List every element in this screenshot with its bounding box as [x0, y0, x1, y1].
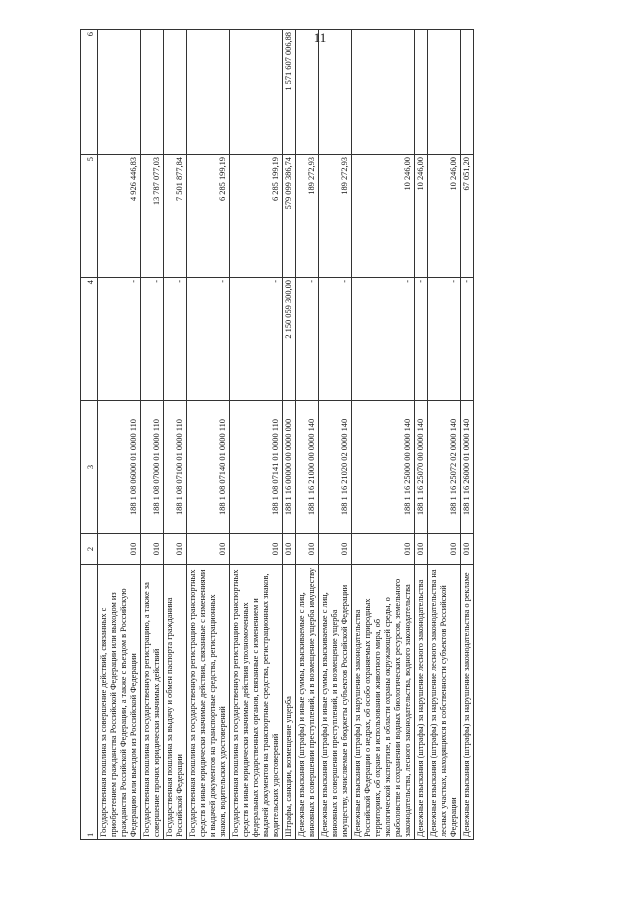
table-row	[283, 30, 296, 840]
row-col-4: -	[428, 278, 461, 401]
row-col-5: 10 246,00	[428, 155, 461, 278]
table-row	[428, 30, 461, 840]
row-col-6	[187, 30, 230, 155]
row-col-6	[164, 30, 187, 155]
row-col-4: -	[98, 278, 141, 401]
row-description: Штрафы, санкции, возмещение ущерба	[283, 565, 296, 840]
row-col-4: -	[319, 278, 352, 401]
row-budget-code: 188 1 08 07100 01 0000 110	[164, 401, 187, 534]
row-col-4: -	[164, 278, 187, 401]
row-description: Денежные взыскания (штрафы) за нарушение лесного законодательства на лесных участках, находящихся в собственности субъектов Российской Федерации	[428, 565, 461, 840]
row-col-6	[415, 30, 428, 155]
row-line-code: 010	[461, 534, 474, 565]
row-budget-code: 188 1 08 07141 01 0000 110	[230, 401, 283, 534]
table-row	[352, 30, 415, 840]
row-line-code: 010	[283, 534, 296, 565]
row-budget-code: 188 1 16 00000 00 0000 000	[283, 401, 296, 534]
row-description: Денежные взыскания (штрафы) и иные суммы, взыскиваемые с лиц, виновных в совершении преступлений, и в возмещение ущерба имуществу, зачисляемые в бюджеты субъектов Российской Федерации	[319, 565, 352, 840]
table-row	[230, 30, 283, 840]
row-description: Государственная пошлина за государственную регистрацию транспортных средств и иные юридически значимые действия, связанные с изменениями и выдачей документов на транспортные средства, регистрационных знаков, водительских удостоверений	[187, 565, 230, 840]
row-description: Государственная пошлина за государственную регистрацию, а также за совершение прочих юридически значимых действий	[141, 565, 164, 840]
row-col-5: 6 285 199,19	[230, 155, 283, 278]
row-line-code: 010	[230, 534, 283, 565]
row-description: Государственная пошлина за выдачу и обмен паспорта гражданина Российской Федерации	[164, 565, 187, 840]
row-col-4: -	[415, 278, 428, 401]
table-row	[98, 30, 141, 840]
row-description: Денежные взыскания (штрафы) и иные суммы, взыскиваемые с лиц, виновных в совершении преступлений, и в возмещение ущерба имуществу	[296, 565, 319, 840]
row-line-code: 010	[98, 534, 141, 565]
row-description: Государственная пошлина за совершение действий, связанных с приобретением гражданства Российской Федерации или выходом из гражданства Российской Федерации, а также с въездом в Российскую Федерацию или выездом из Российской Федерации	[98, 565, 141, 840]
row-budget-code: 188 1 08 06000 01 0000 110	[98, 401, 141, 534]
header-col-6: 6	[81, 30, 98, 155]
row-line-code: 010	[141, 534, 164, 565]
row-description: Денежные взыскания (штрафы) за нарушение законодательства о рекламе	[461, 565, 474, 840]
table-row	[187, 30, 230, 840]
header-col-3: 3	[81, 401, 98, 534]
table-row	[461, 30, 474, 840]
row-col-5: 67 051,20	[461, 155, 474, 278]
row-col-6	[319, 30, 352, 155]
rotated-table-container	[80, 32, 580, 840]
header-col-1: 1	[81, 565, 98, 840]
row-budget-code: 188 1 16 21020 02 0000 140	[319, 401, 352, 534]
row-budget-code: 188 1 16 25070 00 0000 140	[415, 401, 428, 534]
row-col-6	[141, 30, 164, 155]
row-col-6	[98, 30, 141, 155]
row-line-code: 010	[352, 534, 415, 565]
row-col-5: 189 272,93	[319, 155, 352, 278]
row-col-5: 10 246,00	[415, 155, 428, 278]
row-line-code: 010	[415, 534, 428, 565]
header-col-5: 5	[81, 155, 98, 278]
row-col-4: -	[187, 278, 230, 401]
row-col-6	[352, 30, 415, 155]
row-col-4: -	[141, 278, 164, 401]
table-row	[415, 30, 428, 840]
row-col-6	[461, 30, 474, 155]
row-description: Денежные взыскания (штрафы) за нарушение законодательства Российской Федерации о недрах, об особо охраняемых природных территориях, об охране и использовании животного мира, об экологической экспертизе, в области охраны окружающей среды, о рыболовстве и сохранении водных биологических ресурсов, земельного законодательства, лесного законодательства, водного законодательства	[352, 565, 415, 840]
header-col-4: 4	[81, 278, 98, 401]
row-line-code: 010	[164, 534, 187, 565]
row-col-4: 2 150 059 300,00	[283, 278, 296, 401]
row-budget-code: 188 1 08 07140 01 0000 110	[187, 401, 230, 534]
row-col-4: -	[461, 278, 474, 401]
row-line-code: 010	[296, 534, 319, 565]
row-budget-code: 188 1 16 25072 02 0000 140	[428, 401, 461, 534]
row-budget-code: 188 1 16 21000 00 0000 140	[296, 401, 319, 534]
row-description: Государственная пошлина за государственную регистрацию транспортных средств и иные юридически значимые действия уполномоченных федеральных государственных органов, связанные с изменением и выдачей документов на транспортные средства, регистрационных знаков, водительских удостоверений	[230, 565, 283, 840]
row-col-4: -	[296, 278, 319, 401]
row-col-5: 7 501 877,84	[164, 155, 187, 278]
table-row	[319, 30, 352, 840]
row-description: Денежные взыскания (штрафы) за нарушение лесного законодательства	[415, 565, 428, 840]
page-number: 11	[313, 30, 327, 45]
row-col-6	[230, 30, 283, 155]
row-line-code: 010	[428, 534, 461, 565]
row-col-5: 189 272,93	[296, 155, 319, 278]
header-col-2: 2	[81, 534, 98, 565]
row-col-5: 6 285 199,19	[187, 155, 230, 278]
row-budget-code: 188 1 16 25000 00 0000 140	[352, 401, 415, 534]
row-col-5: 579 099 386,74	[283, 155, 296, 278]
table-row	[164, 30, 187, 840]
row-col-4: -	[352, 278, 415, 401]
row-budget-code: 188 1 08 07000 01 0000 110	[141, 401, 164, 534]
row-col-5: 10 246,00	[352, 155, 415, 278]
row-col-6	[428, 30, 461, 155]
row-col-6: 1 571 607 006,88	[283, 30, 296, 155]
revenue-table	[80, 29, 474, 840]
row-budget-code: 188 1 16 26000 01 0000 140	[461, 401, 474, 534]
row-col-6	[296, 30, 319, 155]
table-row	[141, 30, 164, 840]
row-col-5: 4 926 446,83	[98, 155, 141, 278]
header-row	[81, 30, 98, 840]
table-row	[296, 30, 319, 840]
row-col-5: 13 787 077,03	[141, 155, 164, 278]
row-line-code: 010	[187, 534, 230, 565]
row-col-4: -	[230, 278, 283, 401]
row-line-code: 010	[319, 534, 352, 565]
